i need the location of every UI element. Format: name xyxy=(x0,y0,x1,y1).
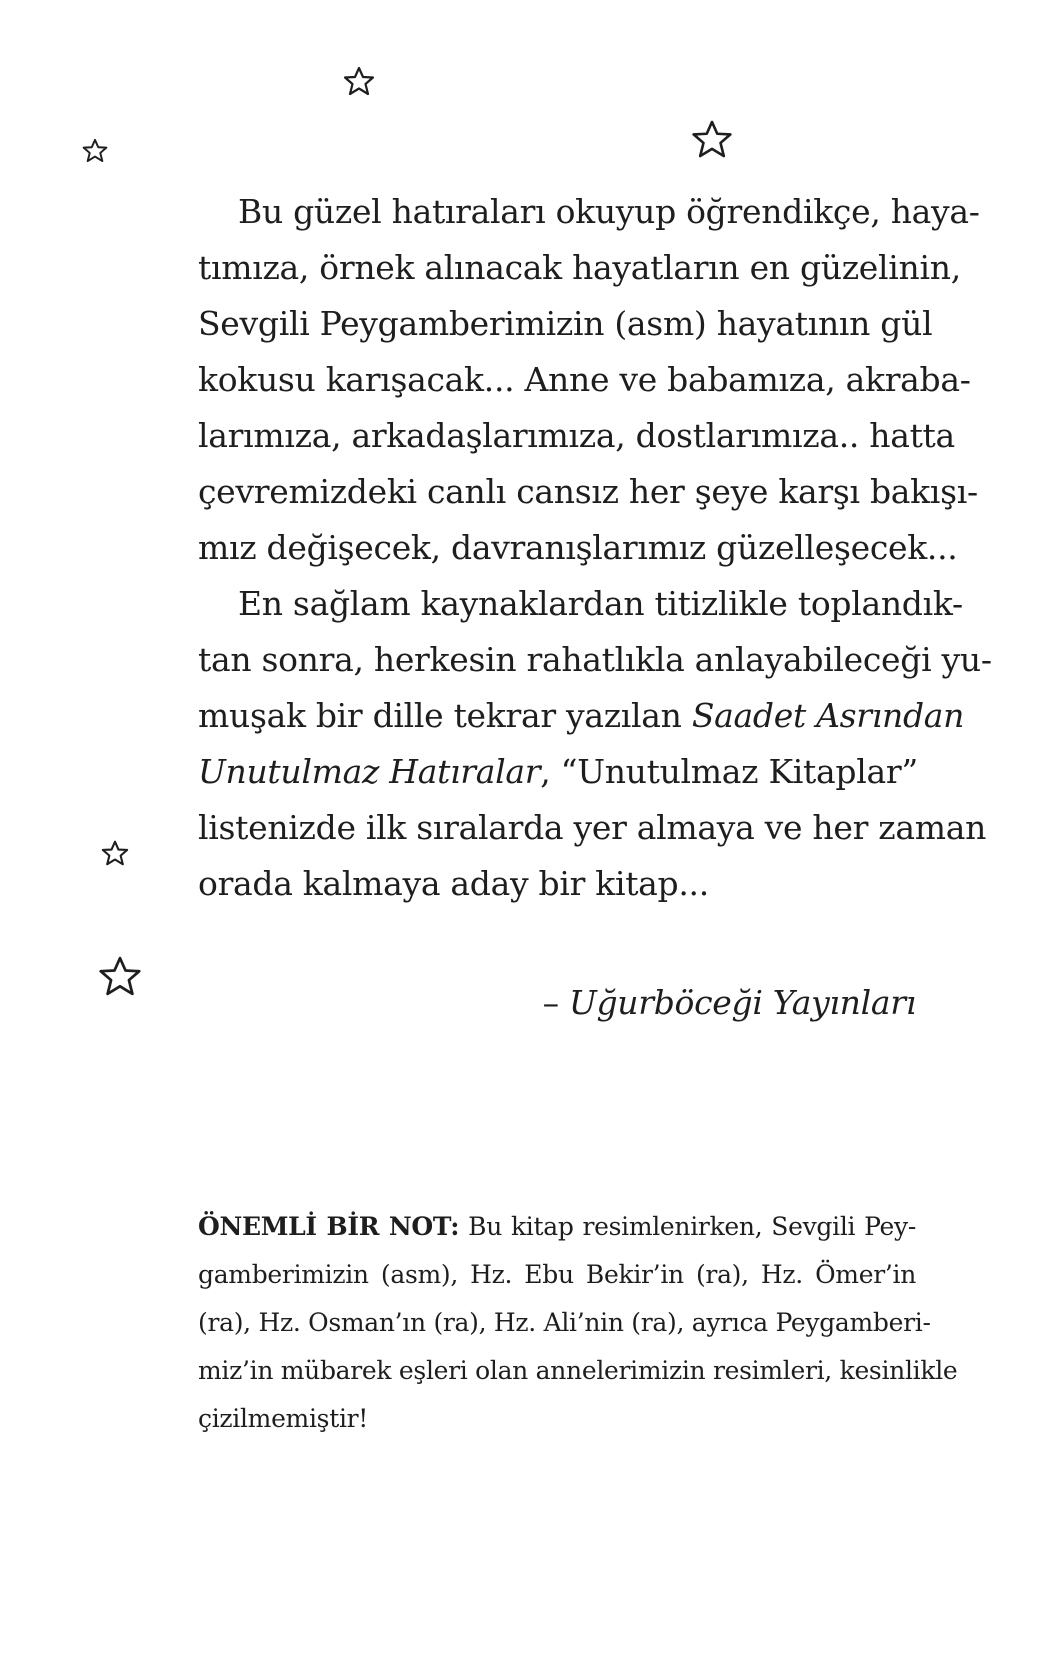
note-line xyxy=(198,1203,916,1251)
star-icon xyxy=(691,119,733,159)
text-segment: muşak bir dille tekrar yazılan xyxy=(198,696,692,735)
text-line xyxy=(198,688,965,744)
star-icon xyxy=(82,138,108,163)
book-title-part: Unutulmaz Hatıralar xyxy=(198,752,541,791)
publisher-signature xyxy=(198,975,916,1031)
text-line xyxy=(198,744,916,800)
note-label: ÖNEMLİ BİR NOT: xyxy=(198,1212,460,1241)
text-line: mız değişecek, davranışlarımız güzelleşecek... xyxy=(198,528,958,567)
publisher-name: Uğurböceği Yayınları xyxy=(568,983,916,1022)
star-icon xyxy=(98,955,142,997)
note-text: Bu kitap resimlenirken, Sevgili Pey- xyxy=(459,1212,916,1241)
text-line: tan sonra, herkesin rahatlıkla anlayabileceği yu- xyxy=(198,640,992,679)
text-line: listenizde ilk sıralarda yer almaya ve her zaman xyxy=(198,808,987,847)
text-line: Bu güzel hatıraları okuyup öğrendikçe, haya- xyxy=(238,192,980,231)
text-line: orada kalmaya aday bir kitap... xyxy=(198,864,709,903)
note-line: çizilmemiştir! xyxy=(198,1404,369,1433)
text-line: En sağlam kaynaklardan titizlikle toplandık- xyxy=(238,584,963,623)
text-line: larımıza, arkadaşlarımıza, dostlarımıza.. hatta xyxy=(198,416,955,455)
note-line: gamberimizin (asm), Hz. Ebu Bekir’in (ra), Hz. Ömer’in xyxy=(198,1260,916,1289)
paragraph-2 xyxy=(198,576,992,912)
note-line: (ra), Hz. Osman’ın (ra), Hz. Ali’nin (ra), ayrıca Peygamberi- xyxy=(198,1308,931,1337)
star-icon xyxy=(101,840,129,866)
text-line: Sevgili Peygamberimizin (asm) hayatının gül xyxy=(198,304,933,343)
text-line: tımıza, örnek alınacak hayatların en güzelinin, xyxy=(198,248,961,287)
paragraph-1 xyxy=(198,184,980,576)
signature-dash: – xyxy=(542,983,569,1022)
text-line: kokusu karışacak... Anne ve babamıza, akraba- xyxy=(198,360,971,399)
text-segment: , “Unutulmaz Kitaplar” xyxy=(540,752,918,791)
book-title-part: Saadet Asrından xyxy=(691,696,965,735)
body-text xyxy=(198,184,992,912)
text-line: çevremizdeki canlı cansız her şeye karşı bakışı- xyxy=(198,472,978,511)
note-line: miz’in mübarek eşleri olan annelerimizin resimleri, kesinlikle xyxy=(198,1356,958,1385)
important-note xyxy=(198,1203,958,1443)
star-icon xyxy=(343,66,375,96)
